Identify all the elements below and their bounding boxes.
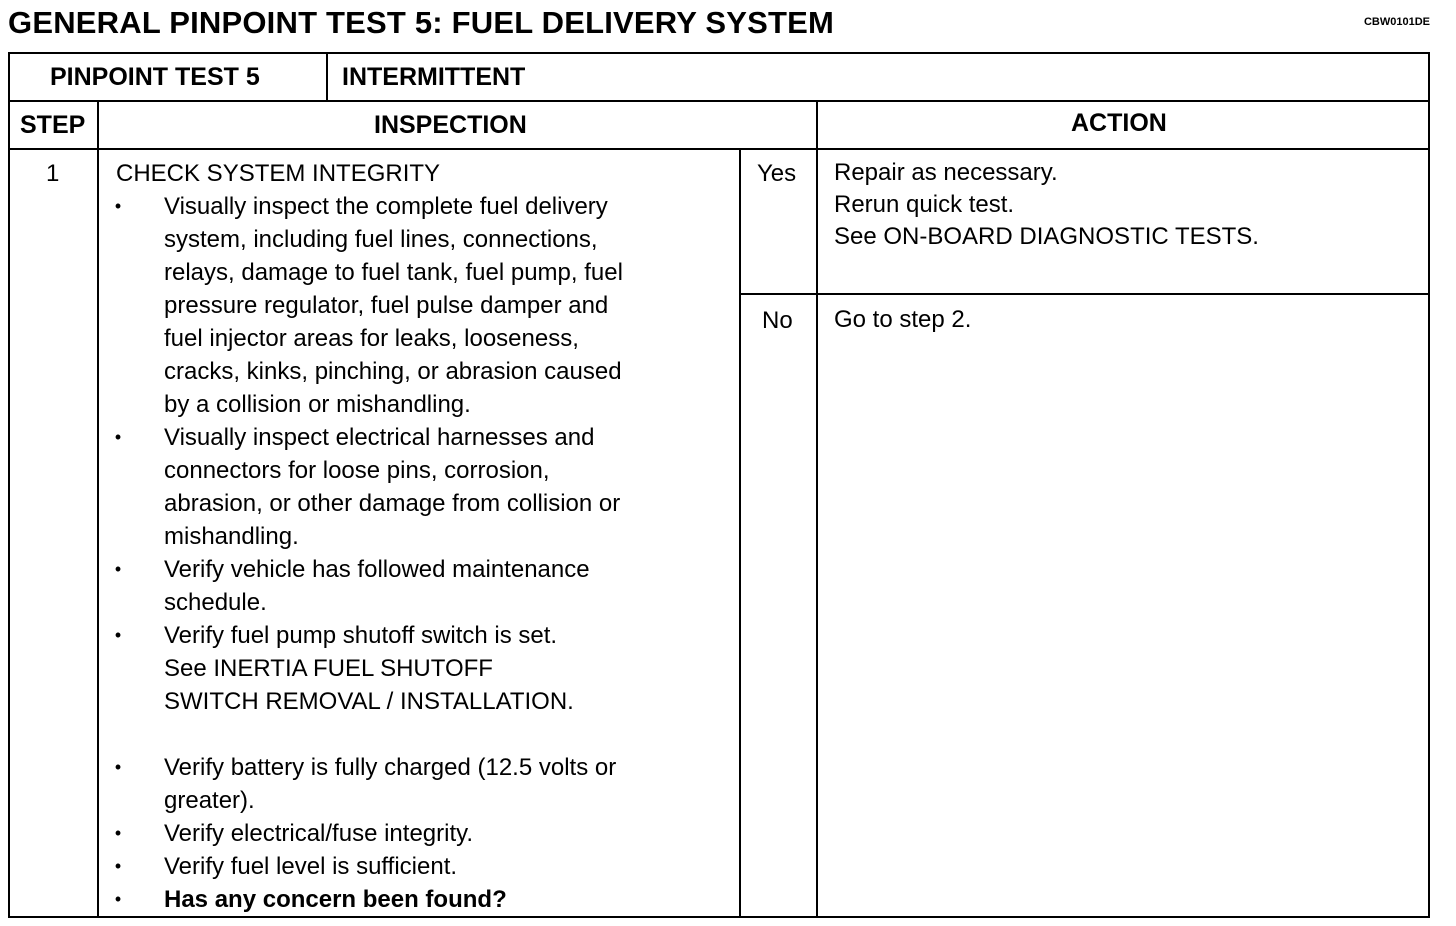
- checklist-item-line: Has any concern been found?: [164, 886, 507, 913]
- checklist-item: [108, 883, 718, 916]
- bullet-icon: •: [114, 625, 122, 645]
- yes-label: Yes: [757, 160, 797, 187]
- bullet-icon: •: [114, 889, 122, 909]
- action-column-header: ACTION: [1071, 109, 1167, 137]
- checklist-item-line: Visually inspect the complete fuel delivery: [164, 193, 608, 220]
- yes-actions: [834, 157, 1259, 253]
- bullet-icon: •: [114, 823, 122, 843]
- checklist-item-line: pressure regulator, fuel pulse damper and: [164, 292, 609, 319]
- checklist-item: [108, 850, 718, 883]
- checklist-item-line: Visually inspect electrical harnesses and: [164, 424, 595, 451]
- no-label: No: [762, 307, 793, 334]
- test-name: INTERMITTENT: [342, 63, 526, 91]
- yes-action-line: Rerun quick test.: [834, 191, 1015, 218]
- checklist-item: [108, 817, 718, 850]
- no-action-line: Go to step 2.: [834, 306, 972, 333]
- bullet-icon: •: [114, 757, 122, 777]
- bullet-icon: •: [114, 856, 122, 876]
- yes-action-line: Repair as necessary.: [834, 159, 1058, 186]
- checklist-item-line: See INERTIA FUEL SHUTOFF: [164, 655, 493, 682]
- checklist-item-line: mishandling.: [164, 523, 299, 550]
- yes-action-line: See ON-BOARD DIAGNOSTIC TESTS.: [834, 223, 1259, 250]
- bullet-icon: •: [114, 196, 122, 216]
- step-column-header: STEP: [20, 111, 86, 139]
- step-column-divider: [97, 100, 99, 918]
- checklist-item-line: system, including fuel lines, connections,: [164, 226, 598, 253]
- column-header-divider: [8, 148, 1430, 150]
- checklist-item-line: Verify battery is fully charged (12.5 volts or: [164, 754, 617, 781]
- checklist-item-line: by a collision or mishandling.: [164, 391, 471, 418]
- document-code: CBW0101DE: [1363, 16, 1430, 28]
- bullet-icon: •: [114, 427, 122, 447]
- header-divider: [8, 100, 1430, 102]
- test-label-divider: [326, 52, 328, 102]
- step-number: 1: [46, 160, 60, 187]
- checklist-item-line: abrasion, or other damage from collision or: [164, 490, 621, 517]
- step-heading: CHECK SYSTEM INTEGRITY: [116, 160, 441, 187]
- checklist-item-line: fuel injector areas for leaks, looseness,: [164, 325, 579, 352]
- test-label: PINPOINT TEST 5: [50, 63, 260, 91]
- checklist-item-line: Verify fuel pump shutoff switch is set.: [164, 622, 558, 649]
- checklist-item-line: relays, damage to fuel tank, fuel pump, fuel: [164, 259, 623, 286]
- checklist-item: [108, 190, 718, 421]
- checklist-item-line: schedule.: [164, 589, 267, 616]
- checklist-item: [108, 421, 718, 553]
- bullet-icon: •: [114, 559, 122, 579]
- answer-column-divider: [739, 148, 741, 918]
- checklist-item: [108, 553, 718, 619]
- checklist-item-line: Verify vehicle has followed maintenance: [164, 556, 590, 583]
- inspection-column-header: INSPECTION: [374, 111, 527, 139]
- checklist-item-line: connectors for loose pins, corrosion,: [164, 457, 550, 484]
- checklist-item: [108, 619, 718, 718]
- inspection-action-divider: [816, 100, 818, 918]
- checklist-item-line: greater).: [164, 787, 255, 814]
- page-title: GENERAL PINPOINT TEST 5: FUEL DELIVERY SYSTEM: [8, 5, 835, 40]
- checklist-item-line: Verify fuel level is sufficient.: [164, 853, 458, 880]
- checklist-item-line: cracks, kinks, pinching, or abrasion caused: [164, 358, 622, 385]
- checklist-item-line: Verify electrical/fuse integrity.: [164, 820, 474, 847]
- checklist-item: [108, 751, 718, 817]
- no-actions: [834, 304, 971, 336]
- checklist-item-line: SWITCH REMOVAL / INSTALLATION.: [164, 688, 574, 715]
- yes-no-divider: [740, 293, 1430, 295]
- inspection-checklist: [108, 190, 718, 916]
